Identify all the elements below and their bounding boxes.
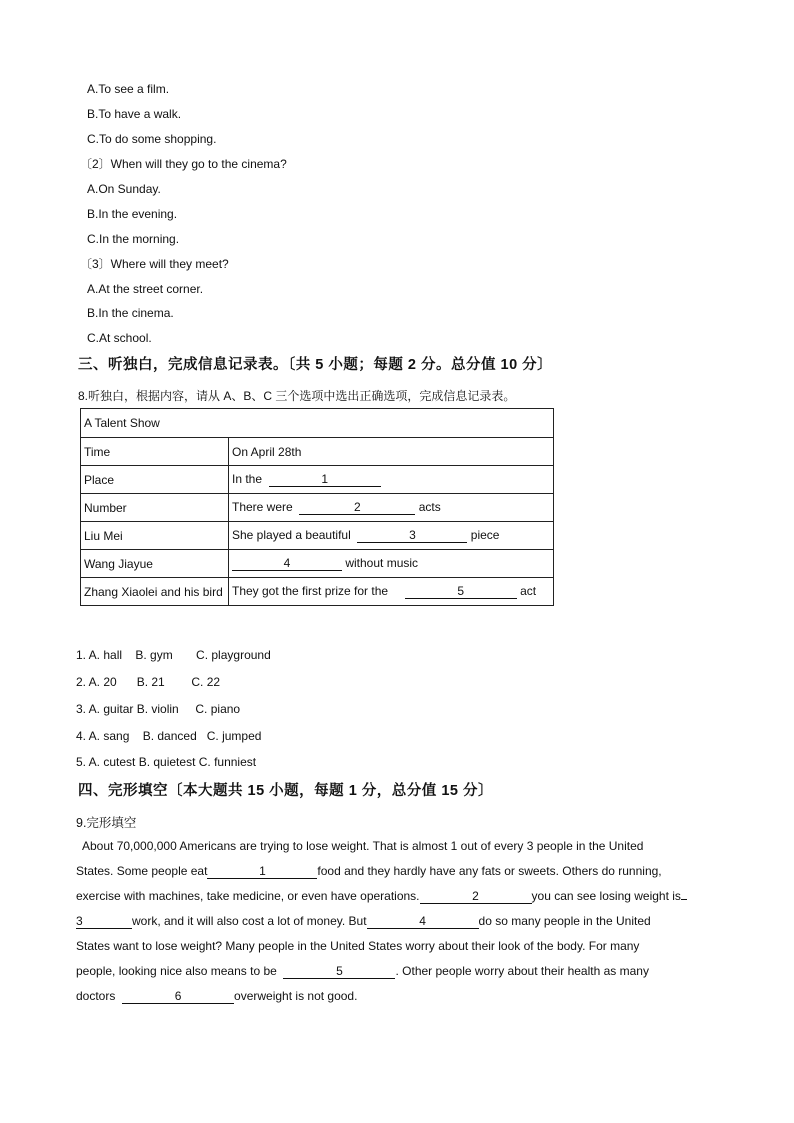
q2-option-b: B.In the evening. [87, 207, 178, 221]
row-label: Wang Jiayue [81, 550, 229, 578]
talent-show-table [80, 408, 554, 606]
row-text: There were [232, 500, 293, 514]
cloze-blank[interactable]: 3 [76, 915, 132, 929]
row-value [229, 438, 554, 466]
section3-heading: 三、听独白，完成信息记录表。〔共 5 小题；每题 2 分。总分值 10 分〕 [78, 357, 553, 373]
row-text-after: without music [345, 556, 419, 570]
q3-option-a: A.At the street corner. [87, 282, 204, 296]
passage-line [76, 938, 726, 963]
passage-text: people, looking nice also means to be [76, 964, 277, 978]
passage-line [76, 988, 726, 1013]
answer-option-5: 5. A. cutest B. quietest C. funniest [76, 755, 257, 769]
row-text-after: acts [418, 500, 441, 514]
q1-option-c: C.To do some shopping. [87, 132, 217, 146]
row-value [229, 522, 554, 550]
table-row [81, 522, 554, 550]
row-text-after: act [520, 584, 537, 598]
q2-option-a: A.On Sunday. [87, 182, 161, 196]
answer-option-2: 2. A. 20 B. 21 C. 22 [76, 675, 221, 689]
answer-blank[interactable]: 2 [299, 501, 415, 515]
q2-question: 〔2〕When will they go to the cinema? [80, 157, 287, 171]
q3-option-b: B.In the cinema. [87, 306, 174, 320]
passage-line [76, 838, 726, 863]
q1-option-a: A.To see a film. [87, 82, 170, 96]
q2-option-c: C.In the morning. [87, 232, 180, 246]
row-value [229, 494, 554, 522]
cloze-blank[interactable]: 1 [207, 865, 317, 879]
passage-text: do so many people in the United [478, 914, 651, 928]
table-title-row [81, 409, 554, 438]
table-row [81, 438, 554, 466]
cloze-blank[interactable]: 6 [122, 990, 234, 1004]
q3-option-c: C.At school. [87, 331, 152, 345]
passage-text: exercise with machines, take medicine, or even have operations. [76, 889, 420, 903]
answer-option-4: 4. A. sang B. danced C. jumped [76, 729, 262, 743]
answer-blank[interactable]: 1 [269, 473, 381, 487]
cloze-passage [76, 838, 726, 1013]
row-label: Place [81, 466, 229, 494]
passage-text: overweight is not good. [234, 989, 358, 1003]
row-value [229, 550, 554, 578]
row-text: In the [232, 472, 263, 486]
cloze-blank[interactable]: 5 [283, 965, 395, 979]
answer-option-3: 3. A. guitar B. violin C. piano [76, 702, 241, 716]
row-label: Time [81, 438, 229, 466]
answer-blank[interactable]: 5 [405, 585, 517, 599]
row-text: She played a beautiful [232, 528, 351, 542]
passage-text: . Other people worry about their health as many [395, 964, 649, 978]
row-value [229, 578, 554, 606]
section4-heading: 四、完形填空〔本大题共 15 小题，每题 1 分，总分值 15 分〕 [78, 783, 493, 799]
row-text: On April 28th [232, 444, 302, 459]
passage-line [76, 913, 726, 938]
table-title: A Talent Show [81, 409, 554, 438]
table-row [81, 466, 554, 494]
answer-option-1: 1. A. hall B. gym C. playground [76, 648, 271, 662]
passage-text: States. Some people eat [76, 864, 208, 878]
passage-line [76, 863, 726, 888]
row-label: Number [81, 494, 229, 522]
q3-question: 〔3〕Where will they meet? [80, 257, 229, 271]
table-row [81, 578, 554, 606]
cloze-blank-start [681, 899, 687, 900]
passage-text: work, and it will also cost a lot of money. But [132, 914, 367, 928]
cloze-title: 9.完形填空 [76, 816, 137, 830]
passage-line [76, 888, 726, 913]
row-value [229, 466, 554, 494]
cloze-blank[interactable]: 4 [367, 915, 479, 929]
section3-instruction: 8.听独白，根据内容，请从 A、B、C 三个选项中选出正确选项，完成信息记录表。 [78, 389, 516, 403]
passage-line [76, 963, 726, 988]
row-text-after: piece [470, 528, 500, 542]
row-label: Liu Mei [81, 522, 229, 550]
row-label: Zhang Xiaolei and his bird [81, 578, 229, 606]
answer-blank[interactable]: 4 [232, 557, 342, 571]
cloze-blank[interactable]: 2 [420, 890, 532, 904]
table-row [81, 550, 554, 578]
table-row [81, 494, 554, 522]
passage-text: doctors [76, 989, 116, 1003]
answer-blank[interactable]: 3 [357, 529, 467, 543]
passage-text: About 70,000,000 Americans are trying to lose weight. That is almost 1 out of every 3 people in the United [76, 839, 644, 853]
passage-text: States want to lose weight? Many people in the United States worry about their look of the body. For many [76, 939, 640, 953]
row-text: They got the first prize for the [232, 584, 389, 598]
q1-option-b: B.To have a walk. [87, 107, 182, 121]
passage-text: food and they hardly have any fats or sweets. Others do running, [317, 864, 662, 878]
passage-text: you can see losing weight is [531, 889, 681, 903]
